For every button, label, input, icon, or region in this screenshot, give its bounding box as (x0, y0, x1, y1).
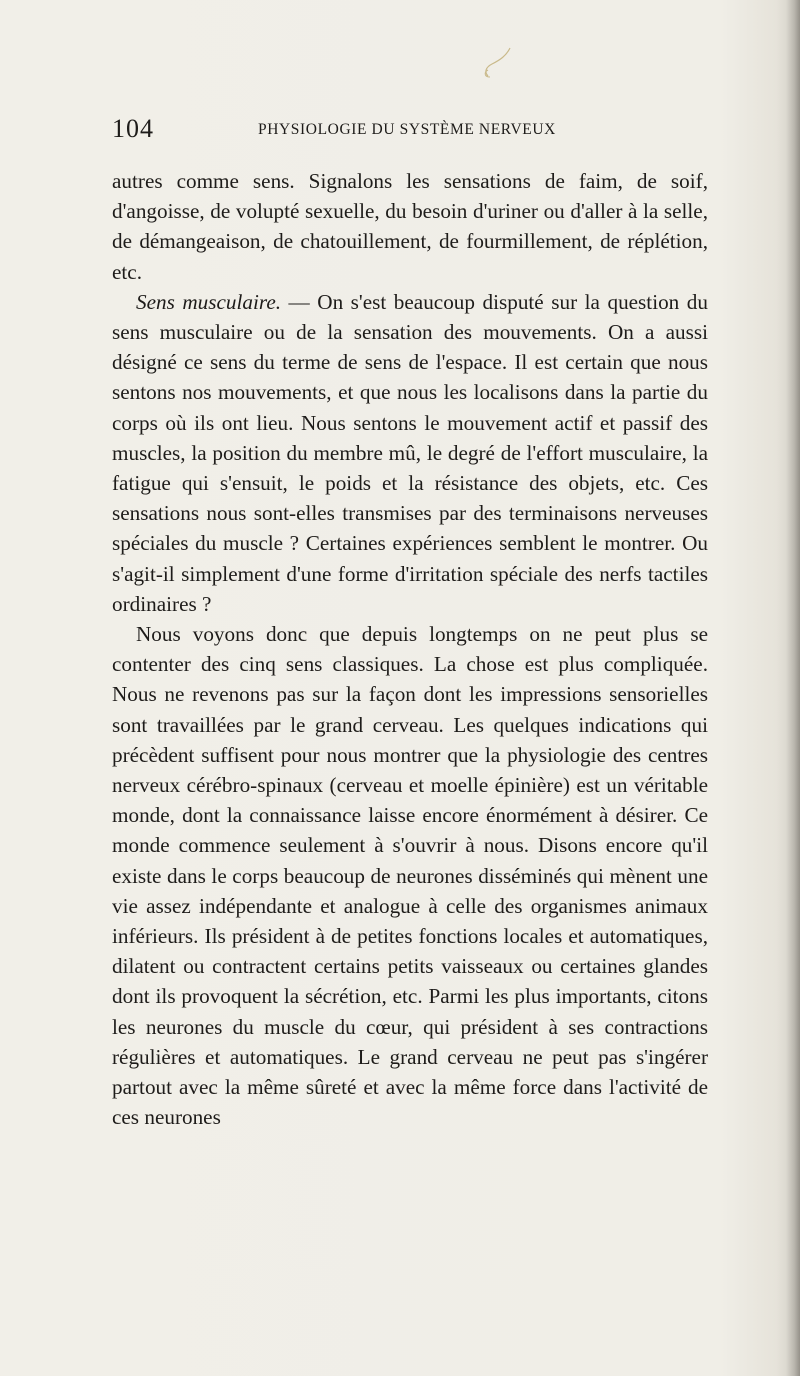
pencil-mark-icon (480, 44, 520, 82)
body-text (112, 166, 708, 1133)
paragraph-text: Nous voyons donc que depuis longtemps on ne peut plus se contenter des cinq sens classiques. La chose est plus compliquée. Nous ne revenons pas sur la façon dont les impressions sensorielles sont travaillées par le grand cerveau. Les quelques indications qui précèdent suffisent pour nous montrer que la physiologie des centres nerveux cérébro-spinaux (cerveau et moelle épinière) est un véritable monde, dont la connaissance laisse encore énormément à désirer. Ce monde commence seulement à s'ouvrir à nous. Disons encore qu'il existe dans le corps beaucoup de neurones disséminés qui mènent une vie assez indépendante et analogue à celle des organismes animaux inférieurs. Ils président à de petites fonctions locales et automatiques, dilatent ou contractent certains petits vaisseaux ou certaines glandes dont ils provoquent la sécrétion, etc. Parmi les plus importants, citons les neurones du muscle du cœur, qui président à ses contractions régulières et automatiques. Le grand cerveau ne peut pas s'ingérer partout avec la même sûreté et avec la même force dans l'activité de ces neurones (112, 622, 708, 1130)
page-number: 104 (112, 114, 154, 143)
paragraph-2 (112, 287, 708, 619)
page-header (112, 114, 632, 146)
running-title: PHYSIOLOGIE DU SYSTÈME NERVEUX (258, 121, 556, 138)
paragraph-1 (112, 166, 708, 287)
paragraph-3 (112, 619, 708, 1132)
paragraph-text: — On s'est beaucoup disputé sur la question du sens musculaire ou de la sensation des mouvements. On a aussi désigné ce sens du terme de sens de l'espace. Il est certain que nous sentons nos mouvements, et que nous les localisons dans la partie du corps où ils ont lieu. Nous sentons le mouvement actif et passif des muscles, la position du membre mû, le degré de l'effort musculaire, la fatigue qui s'ensuit, le poids et la résistance des objets, etc. Ces sensations nous sont-elles transmises par des terminaisons nerveuses spéciales du muscle ? Certaines expériences semblent le montrer. Ou s'agit-il simplement d'une forme d'irritation spéciale des nerfs tactiles ordinaires ? (112, 289, 708, 616)
section-lead: Sens musculaire. (136, 289, 282, 314)
page-edge-shadow (786, 0, 800, 1376)
paragraph-text: autres comme sens. Signalons les sensations de faim, de soif, d'angoisse, de volupté sexuelle, du besoin d'uriner ou d'aller à la selle, de démangeaison, de chatouillement, de fourmillement, de réplétion, etc. (112, 169, 708, 284)
